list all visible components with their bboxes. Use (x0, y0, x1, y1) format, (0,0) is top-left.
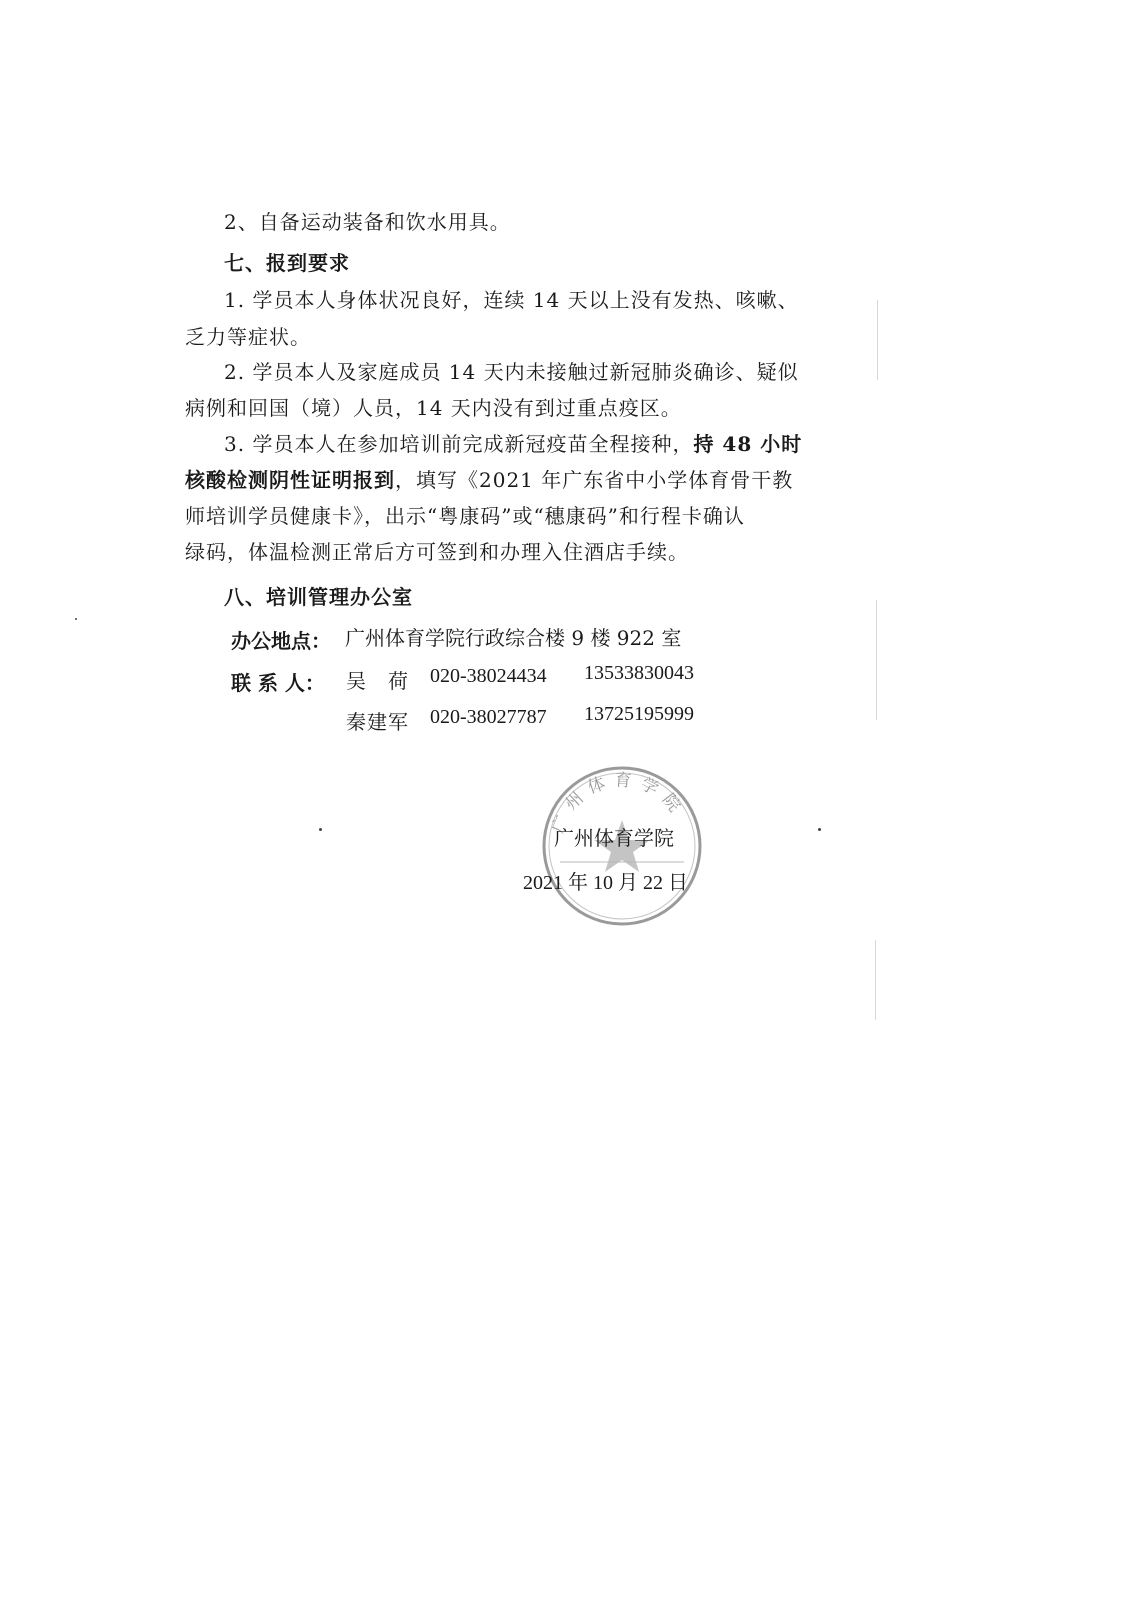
requirement-3-line-1 (224, 432, 802, 456)
scan-edge-line (875, 940, 876, 1020)
requirement-3-text-2: ，填写《2021 年广东省中小学体育骨干教 (395, 468, 794, 492)
requirement-2-line-2: 病例和回国（境）人员，14 天内没有到过重点疫区。 (185, 396, 682, 420)
office-location-label: 办公地点： (231, 629, 331, 653)
requirement-3-bold-text: 持 48 小时 (693, 432, 803, 456)
signature-date: 2021 年 10 月 22 日 (523, 872, 688, 894)
requirement-3-line-4: 绿码，体温检测正常后方可签到和办理入住酒店手续。 (185, 540, 689, 564)
requirement-3-line-2 (185, 468, 793, 492)
contact-phone: 020-38024434 (430, 665, 547, 687)
requirement-1-line-2: 乏力等症状。 (185, 325, 311, 349)
contact-mobile: 13725195999 (584, 703, 694, 725)
requirement-1-line-1: 1. 学员本人身体状况良好，连续 14 天以上没有发热、咳嗽、 (224, 288, 799, 312)
section-heading-report-requirements: 七、报到要求 (224, 251, 350, 275)
scan-speck (818, 828, 821, 831)
contact-label: 联 系 人： (231, 671, 325, 695)
contact-name: 秦建军 (346, 710, 409, 734)
requirement-2-line-1: 2. 学员本人及家庭成员 14 天内未接触过新冠肺炎确诊、疑似 (224, 360, 799, 384)
requirement-3-bold-text-2: 核酸检测阴性证明报到 (185, 468, 395, 492)
signature-organization: 广州体育学院 (554, 826, 674, 850)
paragraph-equipment: 2、自备运动装备和饮水用具。 (224, 210, 511, 234)
scan-speck (319, 828, 322, 831)
scan-edge-line (876, 600, 877, 720)
scan-edge-line (877, 300, 878, 380)
requirement-3-line-3: 师培训学员健康卡》，出示“粤康码”或“穗康码”和行程卡确认 (185, 504, 745, 528)
requirement-3-text: 3. 学员本人在参加培训前完成新冠疫苗全程接种， (224, 432, 694, 456)
contact-phone: 020-38027787 (430, 706, 547, 728)
seal-text: 广州体育学院 (547, 770, 690, 837)
contact-name: 吴 荷 (346, 669, 409, 693)
scan-speck (75, 618, 77, 620)
contact-mobile: 13533830043 (584, 662, 694, 684)
section-heading-office: 八、培训管理办公室 (224, 585, 413, 609)
office-location-value: 广州体育学院行政综合楼 9 楼 922 室 (345, 626, 682, 650)
